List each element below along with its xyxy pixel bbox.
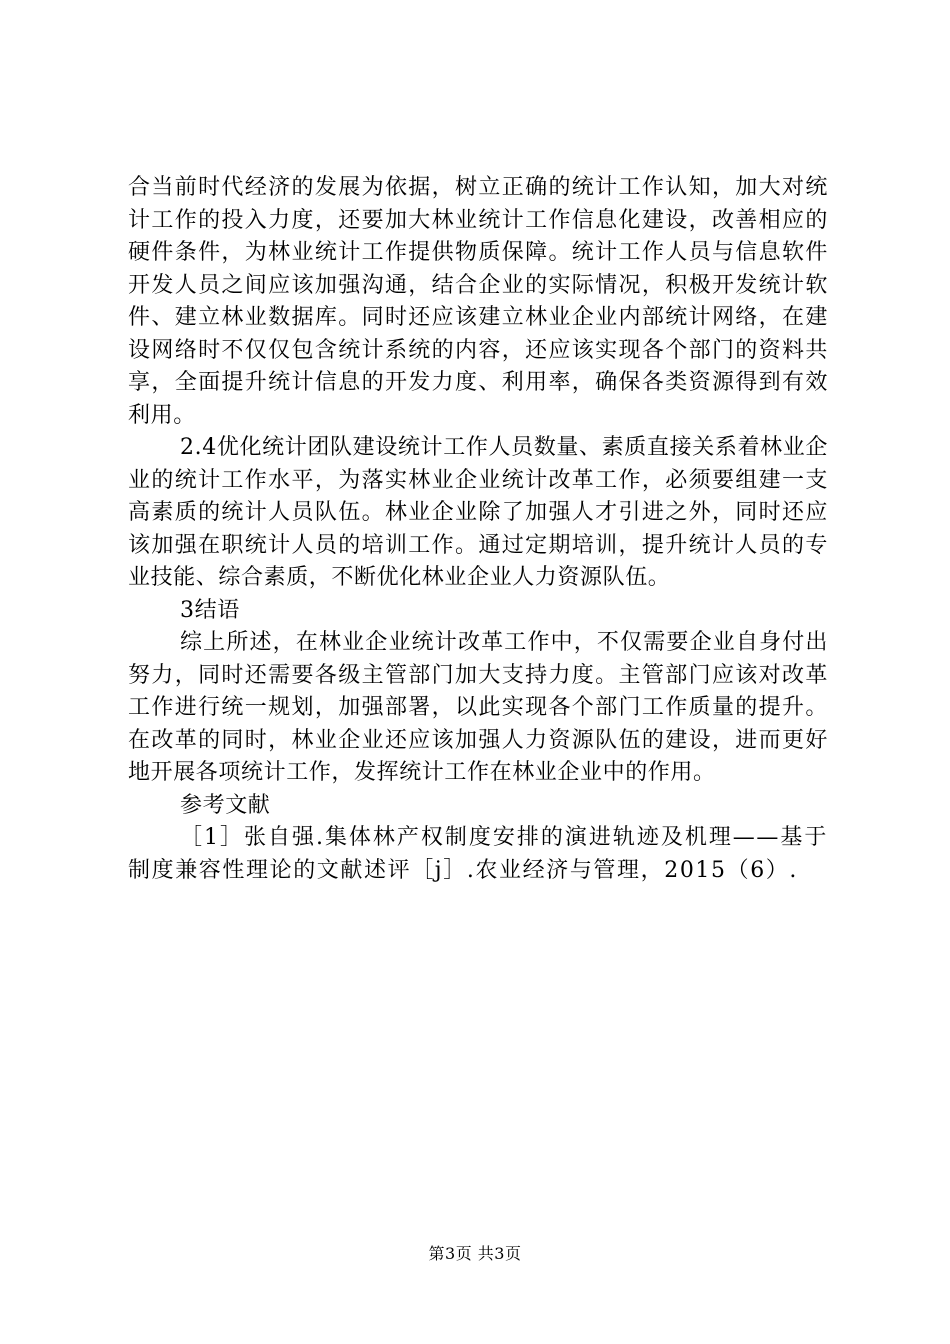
page-footer: 第3页 共3页: [428, 1244, 522, 1263]
body-paragraph-section-2-4: 2.4优化统计团队建设统计工作人员数量、素质直接关系着林业企业的统计工作水平，为落实林业企业统计改革工作，必须要组建一支高素质的统计人员队伍。林业企业除了加强人才引进之外，同时还应该加强在职统计人员的培训工作。通过定期培训，提升统计人员的专业技能、综合素质，不断优化林业企业人力资源队伍。: [128, 435, 828, 590]
reference-item: ［1］张自强.集体林产权制度安排的演进轨迹及机理——基于制度兼容性理论的文献述评［j］.农业经济与管理，2015（6）.: [128, 825, 828, 883]
body-paragraph-conclusion: 综上所述，在林业企业统计改革工作中，不仅需要企业自身付出努力，同时还需要各级主管部门加大支持力度。主管部门应该对改革工作进行统一规划，加强部署，以此实现各个部门工作质量的提升。在改革的同时，林业企业还应该加强人力资源队伍的建设，进而更好地开展各项统计工作，发挥统计工作在林业企业中的作用。: [128, 630, 828, 785]
body-paragraph-continuation: 合当前时代经济的发展为依据，树立正确的统计工作认知，加大对统计工作的投入力度，还要加大林业统计工作信息化建设，改善相应的硬件条件，为林业统计工作提供物质保障。统计工作人员与信息软件开发人员之间应该加强沟通，结合企业的实际情况，积极开发统计软件、建立林业数据库。同时还应该建立林业企业内部统计网络，在建设网络时不仅仅包含统计系统的内容，还应该实现各个部门的资料共享，全面提升统计信息的开发力度、利用率，确保各类资源得到有效利用。: [128, 175, 828, 428]
section-heading-references: 参考文献: [180, 792, 271, 818]
section-heading-conclusion: 3结语: [180, 597, 240, 623]
document-body: [128, 172, 828, 887]
